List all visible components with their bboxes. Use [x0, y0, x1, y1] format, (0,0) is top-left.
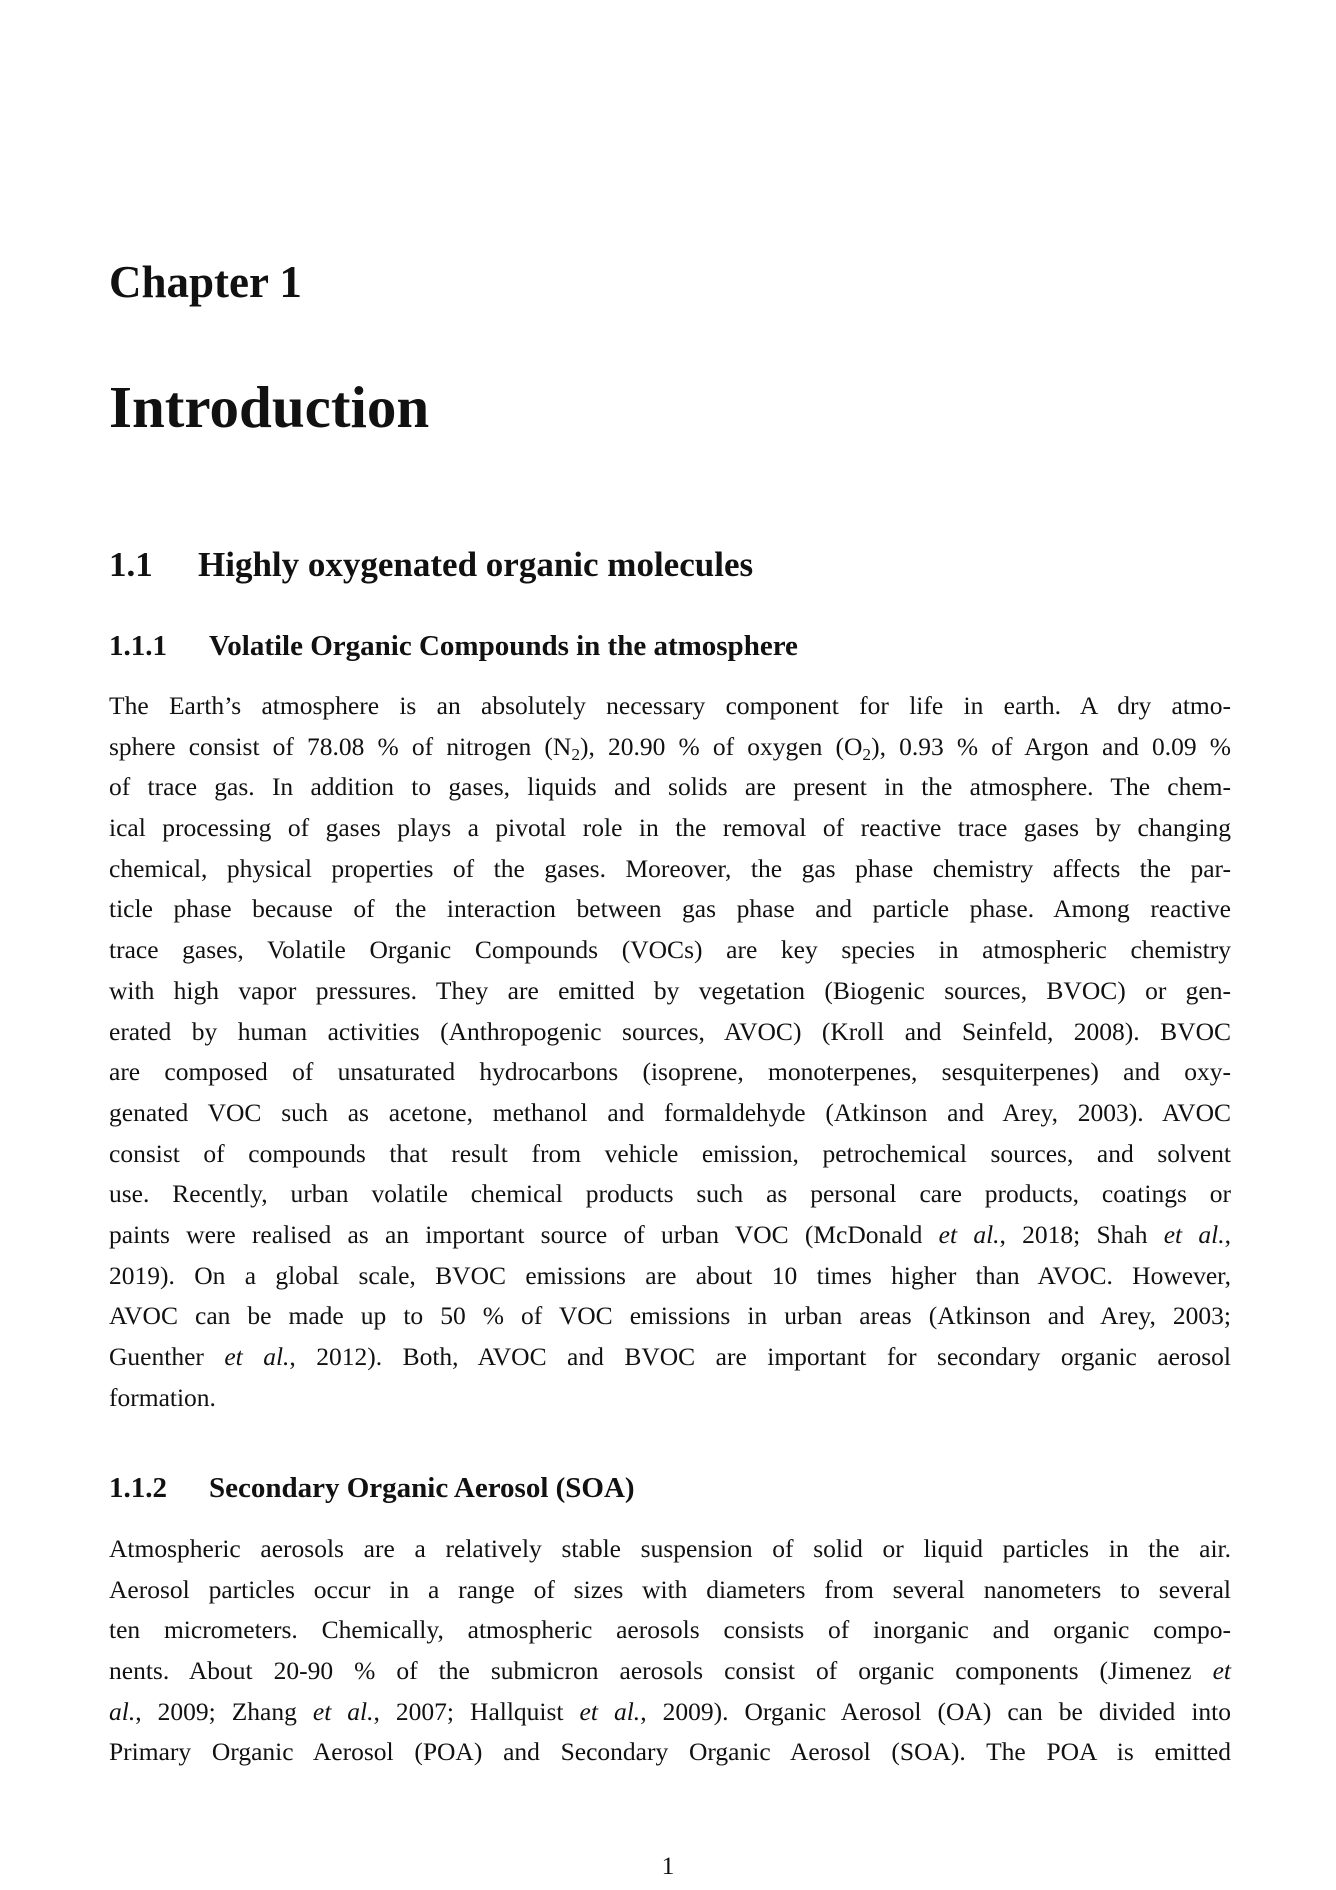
section-heading [109, 544, 753, 586]
text-run: , 2018; Shah [999, 1219, 1164, 1249]
text-line [109, 1296, 1231, 1337]
chapter-title: Introduction [109, 374, 430, 440]
text-run: , 2009). Organic Aerosol (OA) can be divided into [640, 1696, 1231, 1726]
text-line [109, 1256, 1231, 1297]
subscript: 2 [862, 744, 872, 764]
text-run: with high vapor pressures. They are emitted by vegetation (Biogenic sources, BVOC) or gen- [109, 975, 1231, 1005]
text-run: formation. [109, 1382, 216, 1412]
paragraph-soa [109, 1529, 1231, 1773]
text-run: , 2012). Both, AVOC and BVOC are important for secondary organic aerosol [289, 1342, 1231, 1371]
text-line [109, 1134, 1231, 1175]
text-line [109, 1651, 1231, 1692]
text-run: , 2009; Zhang [135, 1696, 313, 1726]
text-line [109, 1570, 1231, 1611]
text-run: paints were realised as an important source of urban VOC (McDonald [109, 1219, 939, 1249]
text-run: trace gases, Volatile Organic Compounds (VOCs) are key species in atmospheric chemistry [109, 935, 1231, 965]
subsection-number: 1.1.2 [109, 1472, 167, 1504]
text-run: erated by human activities (Anthropogenic sources, AVOC) (Kroll and Seinfeld, 2008). BVOC [109, 1016, 1231, 1046]
text-line [109, 889, 1231, 930]
subsection-title: Volatile Organic Compounds in the atmosphere [209, 630, 798, 662]
text-line [109, 1692, 1231, 1733]
text-line [109, 1337, 1231, 1378]
text-line [109, 1215, 1231, 1256]
text-line [109, 727, 1231, 768]
italic-text: et al. [1163, 1219, 1225, 1249]
text-line [109, 1093, 1231, 1134]
text-run: Guenther [109, 1342, 225, 1371]
text-line [109, 1012, 1231, 1053]
text-line [109, 1529, 1231, 1570]
text-run: 2019). On a global scale, BVOC emissions are about 10 times higher than AVOC. However, [109, 1260, 1231, 1290]
text-run: consist of compounds that result from vehicle emission, petrochemical sources, and solvent [109, 1138, 1231, 1168]
text-run: ticle phase because of the interaction between gas phase and particle phase. Among reactive [109, 894, 1231, 924]
text-run: of trace gas. In addition to gases, liquids and solids are present in the atmosphere. The chem- [109, 772, 1231, 802]
text-line [109, 1378, 1231, 1419]
text-run: are composed of unsaturated hydrocarbons (isoprene, monoterpenes, sesquiterpenes) and oxy- [109, 1057, 1231, 1087]
text-line [109, 971, 1231, 1012]
text-run: ), 20.90 % of oxygen (O [580, 731, 863, 761]
text-line [109, 849, 1231, 890]
subsection-number: 1.1.1 [109, 630, 167, 662]
chapter-label: Chapter 1 [109, 257, 302, 307]
subsection-heading-1-1-1 [109, 628, 798, 664]
text-run: ), 0.93 % of Argon and 0.09 % [871, 731, 1232, 761]
text-line [109, 1610, 1231, 1651]
text-line [109, 1732, 1231, 1773]
text-line [109, 808, 1231, 849]
text-run: The Earth’s atmosphere is an absolutely necessary component for life in earth. A dry atmo- [109, 691, 1231, 720]
text-run: AVOC can be made up to 50 % of VOC emissions in urban areas (Atkinson and Arey, 2003; [109, 1301, 1231, 1331]
text-run: ical processing of gases plays a pivotal role in the removal of reactive trace gases by changing [109, 813, 1231, 843]
subscript: 2 [571, 744, 581, 764]
subsection-title: Secondary Organic Aerosol (SOA) [209, 1472, 635, 1504]
text-run: nents. About 20-90 % of the submicron aerosols consist of organic components (Jimenez [109, 1656, 1213, 1686]
italic-text: et al. [312, 1696, 374, 1726]
italic-text: al. [109, 1696, 136, 1726]
text-line [109, 1052, 1231, 1093]
section-number: 1.1 [109, 545, 153, 584]
text-line [109, 930, 1231, 971]
text-run: , [1224, 1219, 1231, 1249]
text-run: , 2007; Hallquist [373, 1696, 580, 1726]
text-run: sphere consist of 78.08 % of nitrogen (N [109, 731, 572, 761]
text-line [109, 767, 1231, 808]
text-line [109, 1174, 1231, 1215]
text-run: Aerosol particles occur in a range of sizes with diameters from several nanometers to several [109, 1574, 1231, 1604]
italic-text: et al. [579, 1696, 641, 1726]
text-run: chemical, physical properties of the gases. Moreover, the gas phase chemistry affects the par- [109, 853, 1231, 883]
text-run: use. Recently, urban volatile chemical products such as personal care products, coatings or [109, 1179, 1231, 1209]
subsection-heading-1-1-2 [109, 1470, 635, 1506]
text-run: Primary Organic Aerosol (POA) and Secondary Organic Aerosol (SOA). The POA is emitted [109, 1737, 1231, 1767]
italic-text: et al. [224, 1342, 290, 1371]
italic-text: et al. [938, 1219, 1000, 1249]
paragraph-voc [109, 686, 1231, 1418]
section-title: Highly oxygenated organic molecules [198, 545, 754, 584]
italic-text: et [1212, 1656, 1231, 1686]
text-run: ten micrometers. Chemically, atmospheric aerosols consists of inorganic and organic compo- [109, 1615, 1231, 1645]
text-line [109, 686, 1231, 727]
page-number: 1 [661, 1851, 675, 1880]
text-run: Atmospheric aerosols are a relatively stable suspension of solid or liquid particles in the air. [109, 1534, 1231, 1563]
text-run: genated VOC such as acetone, methanol and formaldehyde (Atkinson and Arey, 2003). AVOC [109, 1097, 1231, 1127]
